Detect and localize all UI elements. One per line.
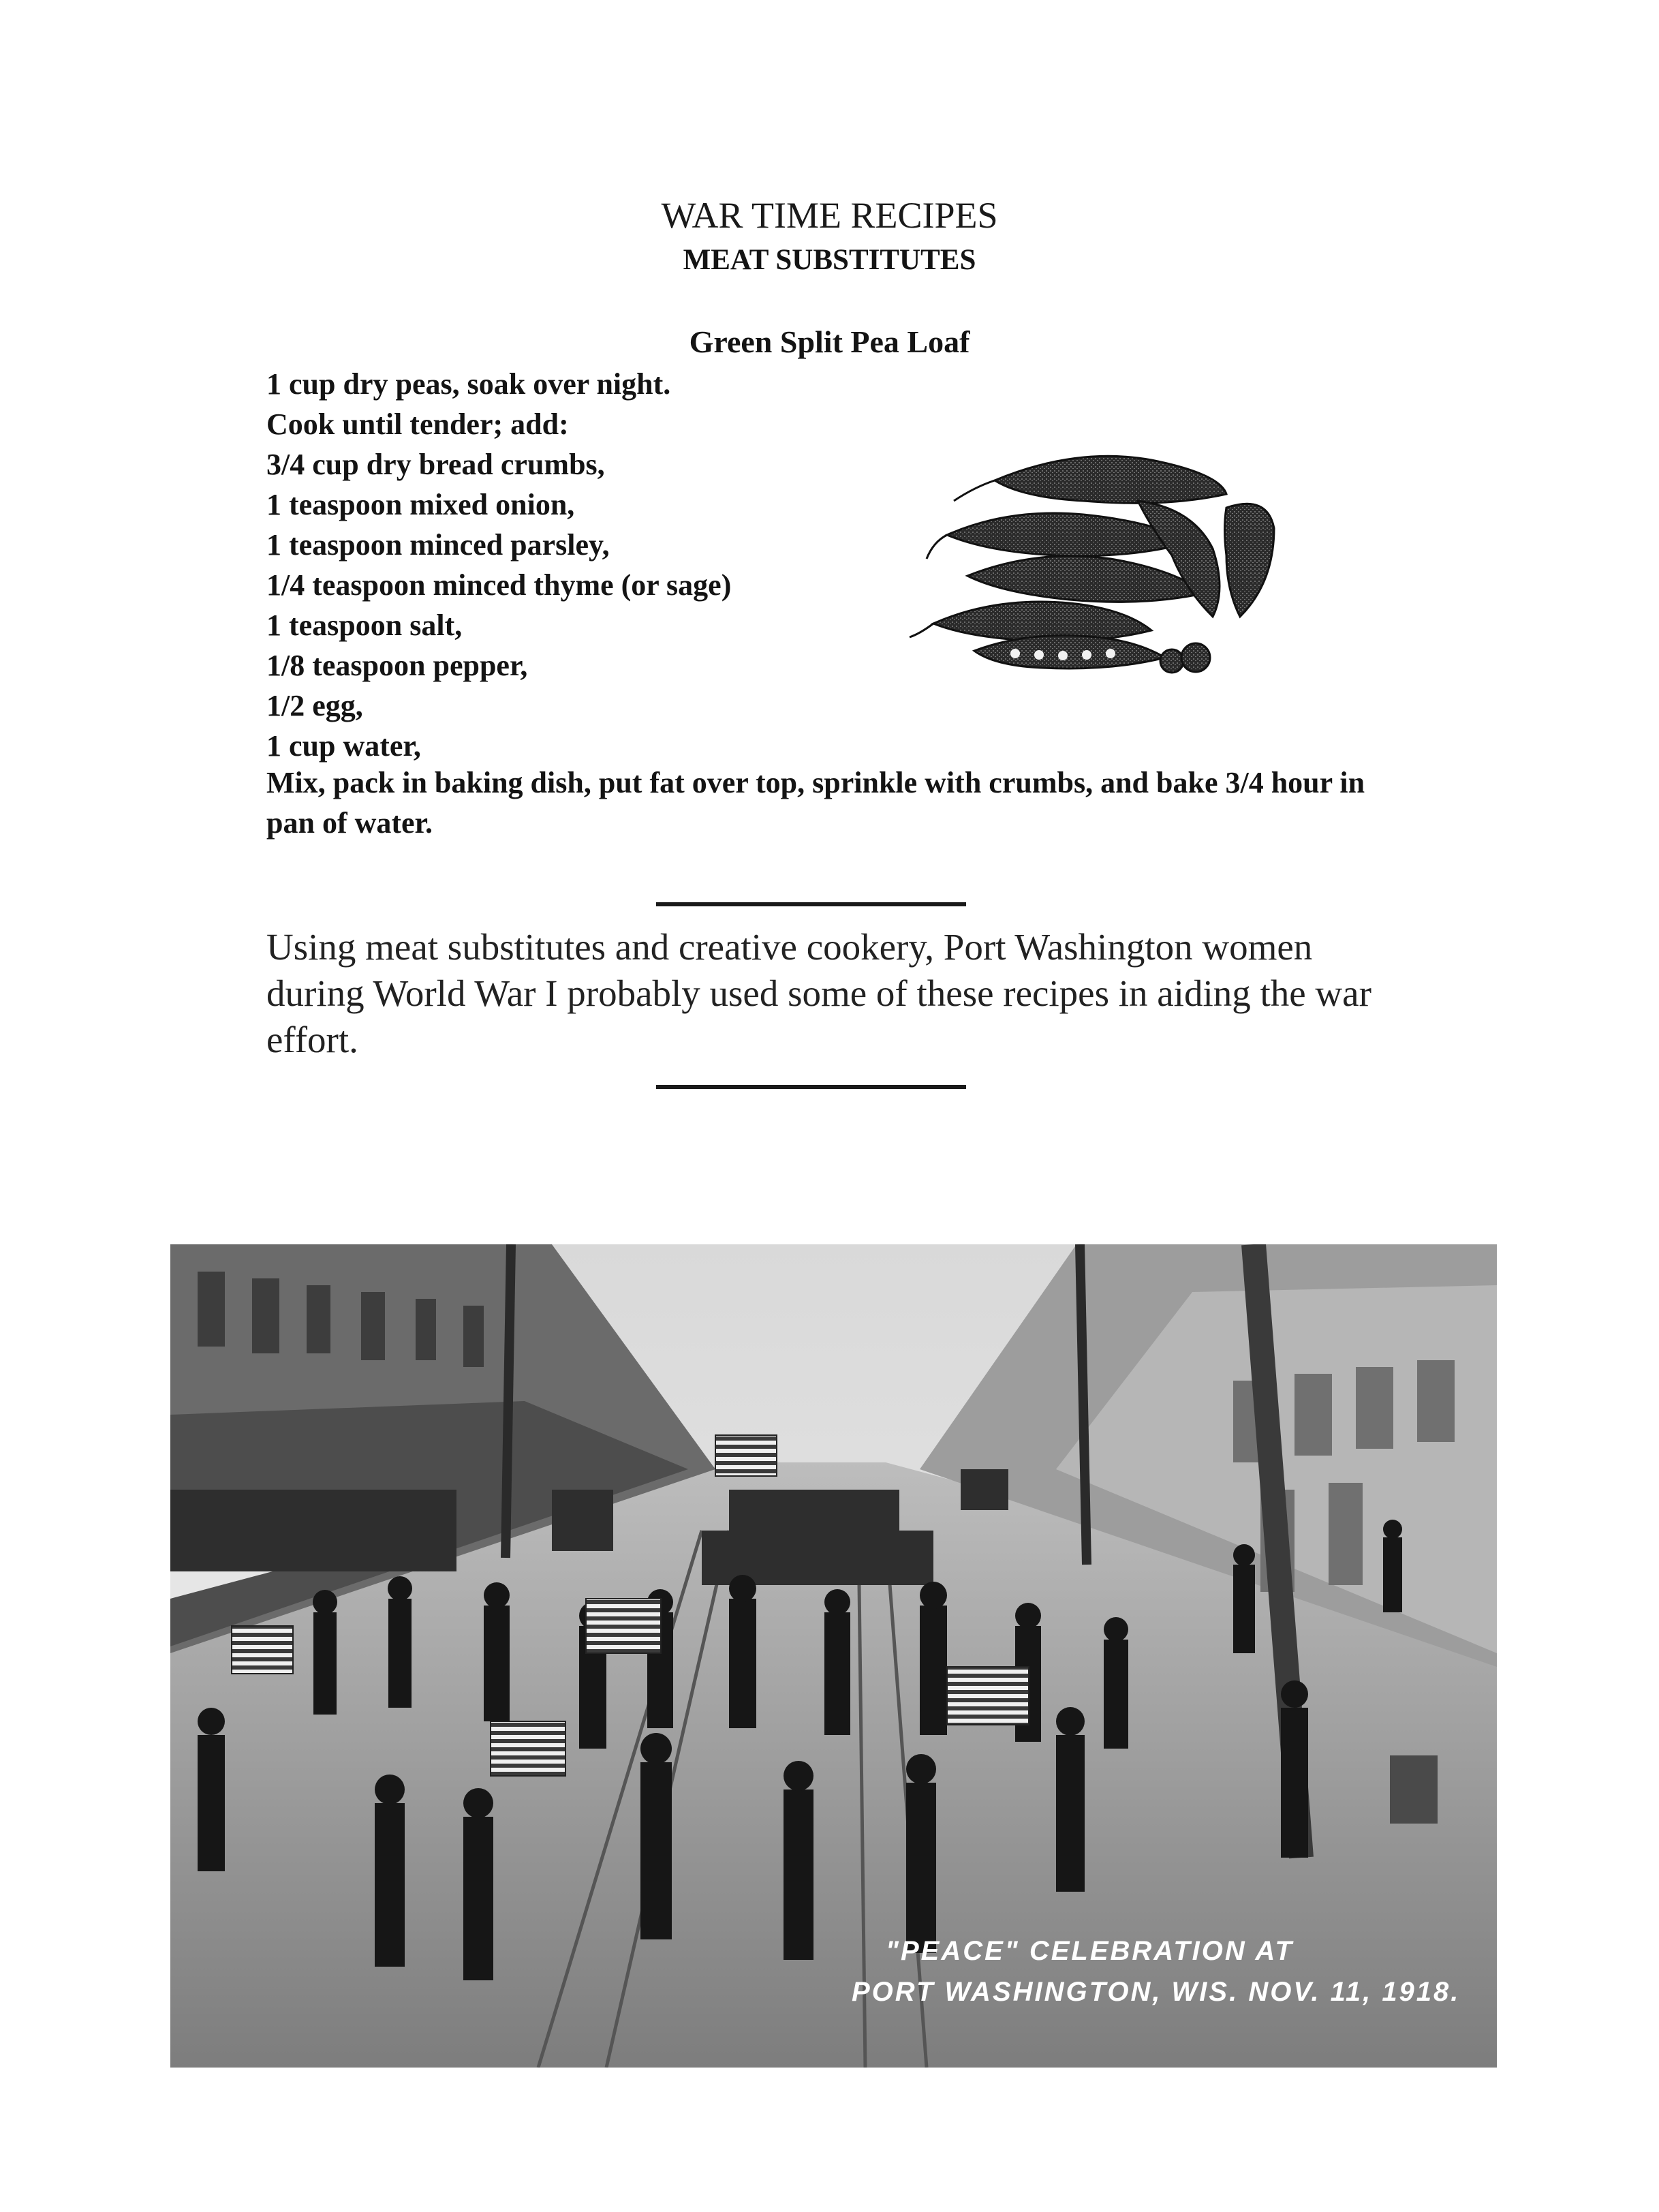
ingredient-line: 1 teaspoon mixed onion, (266, 488, 575, 521)
ingredient-line: 1 cup water, (266, 729, 421, 763)
ingredient-line: 1 cup dry peas, soak over night. (266, 367, 671, 401)
ingredient-line: 3/4 cup dry bread crumbs, (266, 448, 605, 481)
historical-note: Using meat substitutes and creative cookery, Port Washington women during World War I probably used some of these recipes in aiding the war effort. (266, 926, 1371, 1060)
pea-pods-icon (906, 433, 1288, 692)
ingredient-line: 1/4 teaspoon minced thyme (or sage) (266, 568, 732, 602)
ingredient-line: 1 teaspoon salt, (266, 609, 463, 642)
ingredient-line: 1/8 teaspoon pepper, (266, 649, 528, 682)
page-title: WAR TIME RECIPES (661, 195, 998, 236)
recipe-instructions: Mix, pack in baking dish, put fat over top, sprinkle with crumbs, and bake 3/4 hour in pan of water. (266, 766, 1365, 840)
ingredient-line: Cook until tender; add: (266, 408, 569, 441)
ingredient-line: 1 teaspoon minced parsley, (266, 528, 610, 562)
page-subtitle: MEAT SUBSTITUTES (683, 244, 976, 276)
photo-caption: PORT WASHINGTON, WIS. NOV. 11, 1918. (852, 1977, 1461, 2007)
recipe-title: Green Split Pea Loaf (689, 324, 970, 359)
parade-photo (170, 1244, 1497, 2068)
divider (656, 1085, 966, 1089)
divider (656, 902, 966, 906)
photo-caption: "PEACE" CELEBRATION AT (886, 1936, 1294, 1966)
ingredient-line: 1/2 egg, (266, 689, 363, 722)
